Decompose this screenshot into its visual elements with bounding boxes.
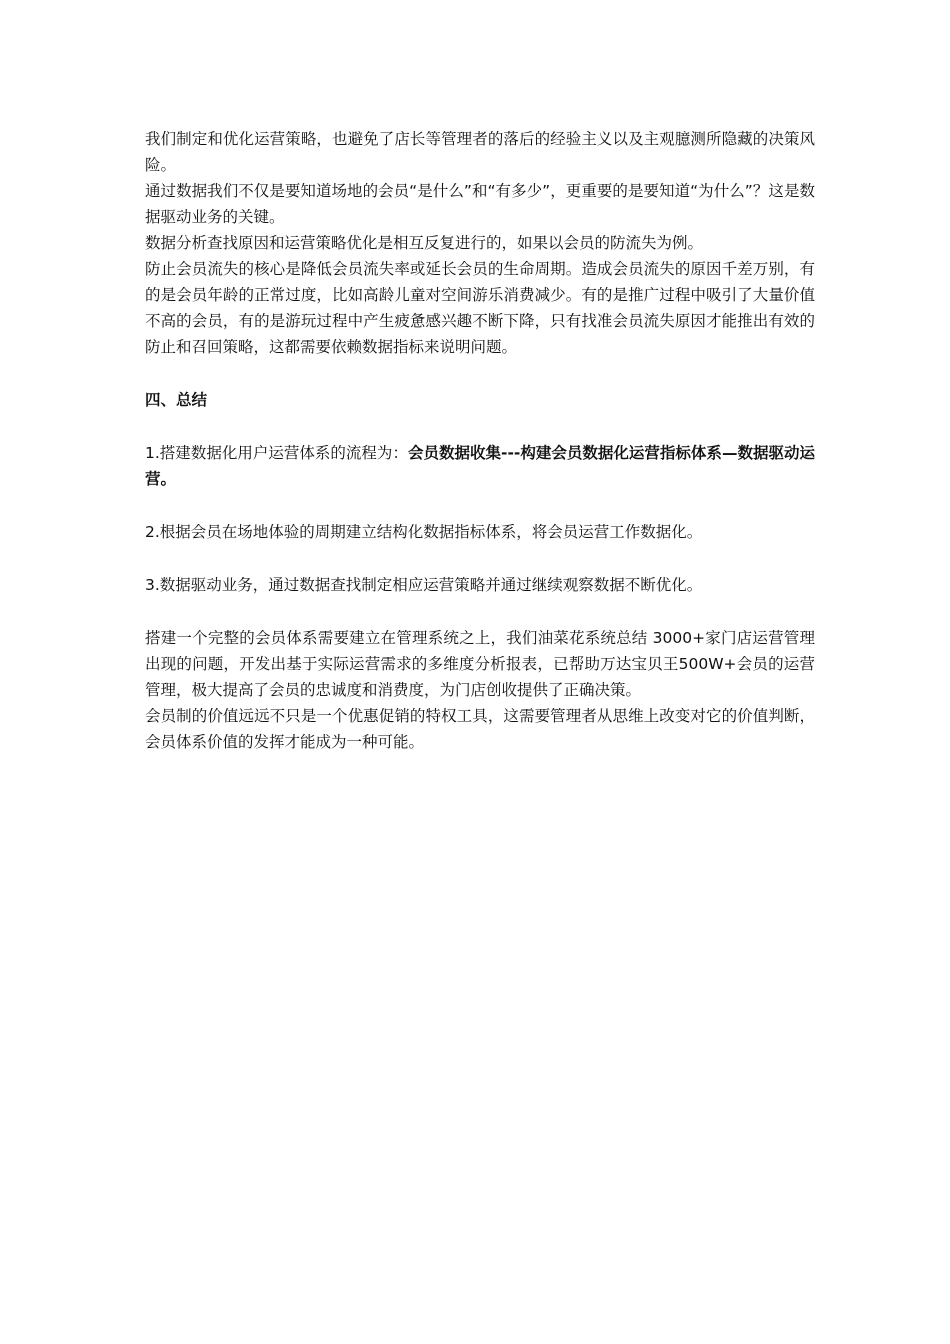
summary-item-2: 2.根据会员在场地体验的周期建立结构化数据指标体系，将会员运营工作数据化。 bbox=[145, 523, 703, 541]
spacer bbox=[145, 360, 815, 387]
paragraph-decision-risk: 我们制定和优化运营策略，也避免了店长等管理者的落后的经验主义以及主观臆测所隐藏的决策风险。 bbox=[145, 130, 815, 174]
closing-paragraph-system: 搭建一个完整的会员体系需要建立在管理系统之上，我们油菜花系统总结 3000+家门店运营管理出现的问题，开发出基于实际运营需求的多维度分析报表，已帮助万达宝贝王500W+会员的运营管理，极大提高了会员的忠诚度和消费度，为门店创收提供了正确决策。 bbox=[145, 629, 815, 699]
spacer bbox=[145, 413, 815, 440]
document-body bbox=[145, 126, 815, 755]
summary-item-3: 3.数据驱动业务，通过数据查找制定相应运营策略并通过继续观察数据不断优化。 bbox=[145, 576, 703, 594]
paragraph-data-why: 通过数据我们不仅是要知道场地的会员“是什么”和“有多少”，更重要的是要知道“为什么”？这是数据驱动业务的关键。 bbox=[145, 182, 815, 226]
summary-item-1 bbox=[145, 440, 815, 492]
closing-paragraph-value: 会员制的价值远远不只是一个优惠促销的特权工具，这需要管理者从思维上改变对它的价值判断，会员体系价值的发挥才能成为一种可能。 bbox=[145, 707, 815, 751]
paragraph-churn-prevention: 防止会员流失的核心是降低会员流失率或延长会员的生命周期。造成会员流失的原因千差万别，有的是会员年龄的正常过度，比如高龄儿童对空间游乐消费减少。有的是推广过程中吸引了大量价值不高的会员，有的是游玩过程中产生疲惫感兴趣不断下降，只有找准会员流失原因才能推出有效的防止和召回策略，这都需要依赖数据指标来说明问题。 bbox=[145, 260, 815, 356]
spacer bbox=[145, 598, 815, 625]
summary-item-1-prefix: 1.搭建数据化用户运营体系的流程为： bbox=[145, 444, 408, 462]
summary-item-1-bold: 会员数据收集---构建会员数据化运营指标体系—数据驱动运营。 bbox=[145, 444, 815, 488]
spacer bbox=[145, 492, 815, 519]
section-heading-summary: 四、总结 bbox=[145, 391, 208, 409]
spacer bbox=[145, 545, 815, 572]
paragraph-analysis-loop: 数据分析查找原因和运营策略优化是相互反复进行的，如果以会员的防流失为例。 bbox=[145, 234, 704, 252]
